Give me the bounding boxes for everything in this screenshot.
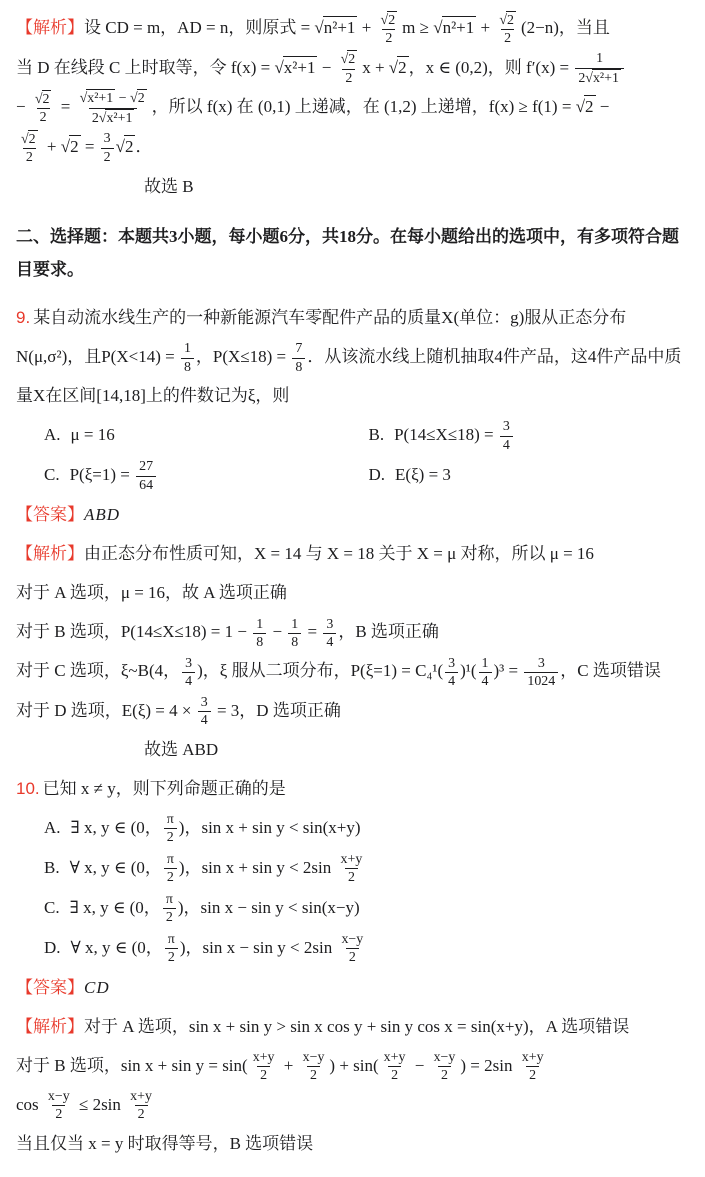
math-text: 对于 B 选项，P(14≤X≤18) = 1 − $\frac{1}{8}$ − $\frac{1}{8}$ = $\frac{3}{4}$ ，B 选项正确	[16, 616, 439, 650]
option-key: C.	[44, 465, 60, 485]
fraction: $\frac{3}{1024}$	[524, 655, 558, 691]
math-text: 由正态分布性质可知，X = 14 与 X = 18 关于 X = μ 对称，所以 μ = 16	[84, 544, 594, 564]
solution-line	[16, 1085, 685, 1124]
option-text: P(ξ=1) = $\frac{27}{64}$	[70, 465, 158, 484]
fraction: $\frac{x+y}{2}$	[252, 1049, 275, 1084]
option-key: C.	[44, 897, 60, 917]
sqrt: √x²+1	[274, 57, 316, 77]
option-d	[369, 455, 686, 495]
math-text: 对于 B 选项，sin x + sin y = sin( $\frac{x+y}{2}$ + $\frac{x-y}{2}$ ) + sin( $\frac{x+y}{2}$ − $\frac{x-y}{2}$ ) = 2sin $\frac{x+y}{2}$	[16, 1056, 549, 1075]
sqrt: √2	[60, 137, 79, 157]
question-number: 10.	[16, 778, 40, 798]
solution-line	[16, 651, 685, 690]
option-a	[44, 415, 361, 455]
fraction: $\frac{27}{64}$	[136, 458, 156, 494]
fraction: $\frac{√2}{2}$	[380, 12, 396, 47]
q9-options	[16, 415, 685, 495]
section-header: 二、选择题：本题共3小题，每小题6分，共18分。在每小题给出的选项中，有多项符合题目要求。	[16, 226, 679, 279]
solution-line	[16, 1124, 685, 1163]
fraction: $\frac{x+y}{2}$	[340, 851, 363, 886]
math-text: 当 D 在线段 C 上时取等，令 f(x) = √x²+1 − $\frac{√2}{2}$ x + √2 ，x ∈ (0,2)，则 f′(x) = $\frac{1}{\text{2√x²+1}}$	[16, 58, 626, 77]
math-text: $\frac{√2}{2}$ + √2 = $\frac{3}{2}$ √2 ．	[16, 137, 152, 156]
math-text: 某自动流水线生产的一种新能源汽车零配件产品的质量X(单位：g)服从正态分布N(μ,σ²)，且P(X<14) = $\frac{1}{8}$ ，P(X≤18) = $\frac{7}{8}$ ．从该流水线上随机抽取4件产品，这4件产品中质量X在区间[14,18]上的件数记为ξ，则	[16, 307, 682, 406]
math-text: 设 CD = m，AD = n，则原式 = √n²+1 + $\frac{√2}{2}$ m ≥ √n²+1 + $\frac{√2}{2}$ (2−n)，当且	[84, 12, 610, 47]
question-number: 9.	[16, 307, 31, 327]
fraction: $\frac{√2}{2}$	[34, 91, 50, 126]
math-text: 已知 x ≠ y，则下列命题正确的是	[42, 778, 286, 798]
sqrt: √x²+1	[98, 110, 133, 126]
fraction: $\frac{3}{4}$	[182, 655, 195, 691]
fraction: $\frac{x-y}{2}$	[341, 931, 364, 966]
analysis-label: 【解析】	[16, 544, 84, 564]
sqrt: √n²+1	[433, 18, 475, 37]
answer-row	[16, 495, 685, 534]
math-text: 当且仅当 x = y 时取得等号，B 选项错误	[16, 1133, 314, 1153]
sqrt: √n²+1	[314, 18, 356, 37]
fraction: $\frac{x+y}{2}$	[383, 1049, 406, 1084]
option-key: D.	[368, 465, 386, 485]
question-stem	[16, 298, 685, 415]
fraction: $\frac{x-y}{2}$	[433, 1049, 456, 1084]
question-10	[16, 769, 685, 1163]
fraction: $\frac{1}{8}$	[253, 616, 266, 652]
option-key: D.	[44, 937, 61, 957]
answer-value: ABD	[84, 505, 121, 525]
option-text: ∃ x, y ∈ (0， $\frac{\pi}{2}$ )，sin x + sin y < sin(x+y)	[70, 812, 361, 846]
fraction: $\frac{x-y}{2}$	[302, 1049, 325, 1084]
conclusion-line: 故选 ABD	[144, 739, 219, 759]
sqrt: √2	[130, 91, 145, 107]
solution-line	[16, 1046, 685, 1085]
option-key: B.	[44, 857, 60, 877]
sqrt: √2	[380, 12, 396, 28]
sqrt: √2	[499, 12, 514, 28]
solution-line	[16, 534, 685, 573]
fraction: $\frac{3}{2}$	[101, 130, 114, 166]
option-key: A.	[44, 817, 61, 837]
fraction: $\frac{7}{8}$	[292, 340, 305, 376]
option-text: ∃ x, y ∈ (0， $\frac{\pi}{2}$ )，sin x − sin y < sin(x−y)	[69, 891, 360, 926]
fraction: $\frac{\pi}{2}$	[165, 931, 178, 967]
sqrt: √x²+1	[79, 91, 114, 107]
fraction: $\frac{√2}{2}$	[499, 12, 514, 47]
fraction: $\frac{1}{\text{2√x²+1}}$	[575, 50, 624, 87]
fraction: $\frac{x-y}{2}$	[47, 1089, 70, 1123]
fraction: $\frac{\pi}{2}$	[164, 851, 177, 887]
answer-label: 【答案】	[16, 505, 84, 525]
math-text: cos $\frac{x-y}{2}$ ≤ 2sin $\frac{x+y}{2}$	[16, 1095, 157, 1114]
option-b	[44, 848, 685, 888]
sqrt: √2	[340, 52, 356, 68]
sqrt: √x²+1	[585, 70, 619, 86]
fraction: $\frac{1}{4}$	[479, 655, 492, 691]
fraction: $\frac{3}{4}$	[323, 616, 336, 652]
math-text: 对于 A 选项，μ = 16，故 A 选项正确	[16, 583, 287, 603]
analysis-label: 【解析】	[16, 18, 84, 37]
fraction: $\frac{3}{4}$	[500, 418, 513, 454]
math-text: 对于 C 选项，ξ~B(4， $\frac{3}{4}$ )，ξ 服从二项分布，P(ξ=1) = C₄¹( $\frac{3}{4}$ )¹( $\frac{1}{4}$ )³ = $\frac{3}{1024}$ ，C 选项错误	[16, 655, 661, 690]
option-key: B.	[368, 425, 385, 445]
fraction: $\frac{\pi}{2}$	[164, 811, 177, 847]
fraction: $\frac{1}{8}$	[181, 340, 194, 376]
analysis-label: 【解析】	[16, 1016, 84, 1036]
question-9	[16, 298, 685, 769]
option-text: ∀ x, y ∈ (0， $\frac{\pi}{2}$ )，sin x + sin y < 2sin $\frac{x+y}{2}$	[70, 858, 368, 877]
fraction: $\frac{√2}{2}$	[21, 131, 36, 166]
fraction: $\frac{\pi}{2}$	[163, 891, 176, 927]
option-text: E(ξ) = 3	[395, 465, 451, 485]
option-key: A.	[44, 425, 61, 445]
option-c	[44, 888, 685, 928]
fraction: $\frac{x+y}{2}$	[521, 1049, 544, 1084]
sqrt: √2	[575, 97, 594, 117]
answer-value: CD	[84, 977, 110, 997]
option-c	[44, 455, 361, 495]
conclusion-line: 故选 B	[144, 176, 194, 196]
solution-line	[16, 127, 685, 167]
option-text: ∀ x, y ∈ (0， $\frac{\pi}{2}$ )，sin x − sin y < 2sin $\frac{x-y}{2}$	[71, 938, 369, 957]
fraction: $\frac{√2}{2}$	[340, 52, 356, 86]
solution-line	[16, 573, 685, 612]
solution-line	[16, 1007, 685, 1046]
solution-line	[16, 8, 685, 48]
solution-line	[16, 87, 685, 127]
math-text: 对于 A 选项，sin x + sin y > sin x cos y + sin y cos x = sin(x+y)，A 选项错误	[84, 1016, 630, 1036]
fraction: $\frac{3}{4}$	[445, 655, 458, 691]
sqrt: √2	[388, 57, 407, 77]
question-stem	[16, 769, 685, 808]
sqrt: √2	[21, 131, 36, 147]
solution-line	[16, 691, 685, 730]
fraction: $\frac{3}{4}$	[198, 694, 211, 730]
prev-question-solution	[16, 8, 685, 206]
option-text: μ = 16	[70, 425, 115, 445]
answer-row	[16, 968, 685, 1007]
solution-line	[16, 48, 685, 88]
q10-options	[16, 808, 685, 968]
sqrt: √2	[34, 91, 50, 107]
sqrt: √2	[115, 137, 134, 157]
option-text: P(14≤X≤18) = $\frac{3}{4}$	[394, 425, 515, 444]
option-b	[369, 415, 686, 455]
math-text: 对于 D 选项，E(ξ) = 4 × $\frac{3}{4}$ = 3，D 选项正确	[16, 694, 341, 729]
math-text: − $\frac{√2}{2}$ = $\frac{\text{√x²+1 − √2}}{\text{2√x²+1}}$ ，所以 f(x) 在 (0,1) 上递减，在 (1,2) 上递增，f(x) ≥ f(1) = √2 −	[16, 91, 610, 126]
fraction: $\frac{x+y}{2}$	[130, 1089, 152, 1123]
option-a	[44, 808, 685, 848]
fraction: $\frac{1}{8}$	[288, 616, 301, 652]
solution-line	[16, 612, 685, 651]
answer-label: 【答案】	[16, 977, 84, 997]
option-d	[44, 928, 685, 968]
fraction: $\frac{\text{√x²+1 − √2}}{\text{2√x²+1}}$	[79, 91, 145, 126]
